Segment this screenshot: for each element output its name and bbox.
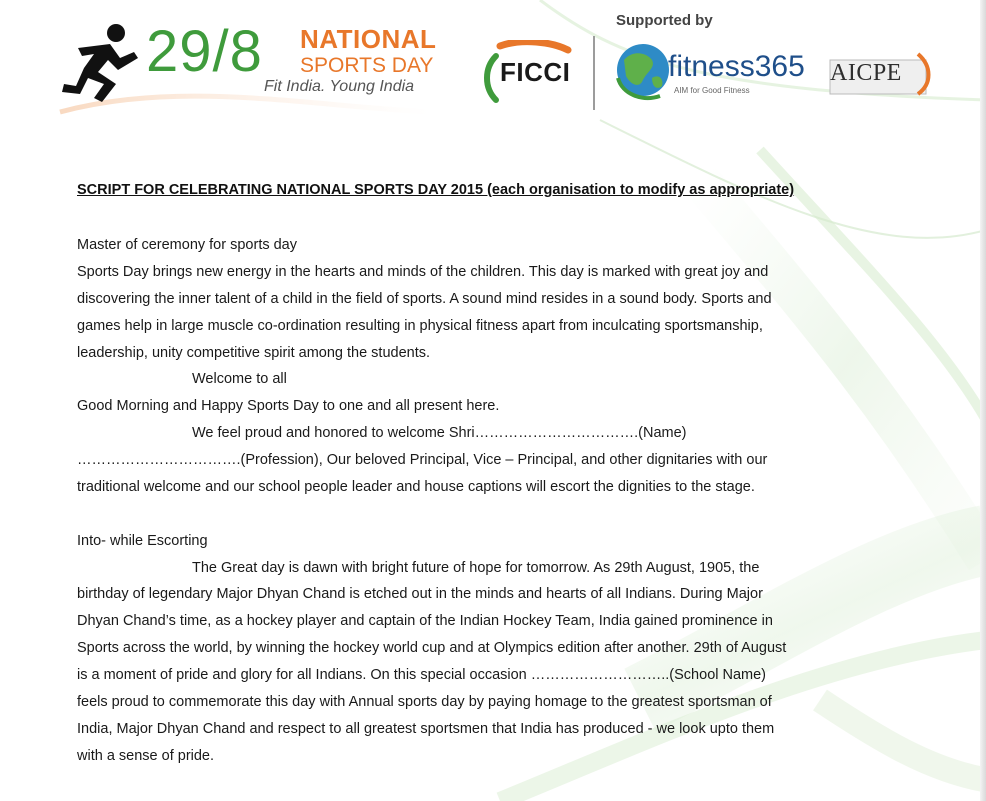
globe-icon — [612, 38, 674, 102]
paragraph-line: with a sense of pride. — [77, 748, 215, 764]
paragraph-line: …………………………….(Profession), Our beloved Principal, Vice – Principal, and other dignitaries with our — [77, 452, 768, 468]
paragraph-line: traditional welcome and our school people leader and house captions will escort the dignities to the stage. — [77, 479, 755, 495]
ficci-text: FICCI — [500, 57, 571, 87]
paragraph-line: India, Major Dhyan Chand and respect to all greatest sportsmen that India has produced - we look upto them — [77, 721, 775, 737]
document-title: SCRIPT FOR CELEBRATING NATIONAL SPORTS DAY 2015 (each organisation to modify as appropriate) — [77, 182, 795, 198]
paragraph-line: We feel proud and honored to welcome Shri…………………………….(Name) — [192, 425, 687, 441]
logo-tagline: Fit India. Young India — [264, 78, 415, 95]
paragraph-line: birthday of legendary Major Dhyan Chand is etched out in the minds and hearts of all Indians. During Major — [77, 586, 763, 602]
fitness365-tagline: AIM for Good Fitness — [674, 86, 750, 95]
logo-title-sports-day: SPORTS DAY — [300, 54, 434, 77]
page-edge — [980, 0, 986, 801]
paragraph-line: Sports across the world, by winning the hockey world cup and at Olympics edition after another. 29th of August — [77, 640, 787, 656]
paragraph-line: discovering the inner talent of a child in the field of sports. A sound mind resides in a sound body. Sports and — [77, 291, 772, 307]
national-sports-day-logo — [58, 14, 438, 124]
paragraph-line: is a moment of pride and glory for all Indians. On this special occasion ………………………..(School Name) — [77, 667, 767, 683]
paragraph-line: Welcome to all — [192, 371, 287, 387]
paragraph-line: feels proud to commemorate this day with Annual sports day by paying homage to the greatest sportsman of — [77, 694, 772, 710]
paragraph-line: Master of ceremony for sports day — [77, 237, 297, 253]
paragraph-line: Dhyan Chand’s time, as a hockey player and captain of the Indian Hockey Team, India gained prominence in — [77, 613, 773, 629]
sponsor-divider — [593, 36, 595, 110]
supported-by-label: Supported by — [616, 12, 713, 29]
paragraph-line: Sports Day brings new energy in the hearts and minds of the children. This day is marked with great joy and — [77, 264, 769, 280]
logo-number: 29/8 — [146, 19, 263, 84]
paragraph-line: leadership, unity competitive spirit among the students. — [77, 345, 431, 361]
runner-icon — [58, 22, 148, 104]
fitness365-text: fitness365 — [668, 50, 805, 83]
logo-title-national: NATIONAL — [300, 24, 437, 54]
paragraph-line: The Great day is dawn with bright future of hope for tomorrow. As 29th August, 1905, the — [192, 560, 760, 576]
paragraph-line: games help in large muscle co-ordination resulting in physical fitness apart from inculcating sportsmanship, — [77, 318, 763, 334]
paragraph-line: Into- while Escorting — [77, 533, 208, 549]
aicpe-text: AICPE — [830, 60, 902, 86]
paragraph-line: Good Morning and Happy Sports Day to one and all present here. — [77, 398, 500, 414]
